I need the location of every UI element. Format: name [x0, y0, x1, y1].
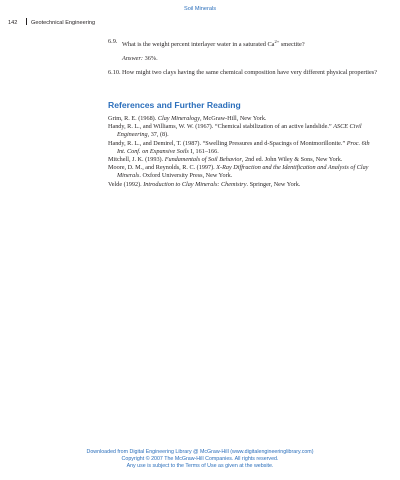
footer-copyright-line: Copyright © 2007 The McGraw-Hill Companies. All rights reserved. — [121, 456, 279, 462]
answer-label: Answer: — [122, 55, 143, 62]
question-6-9 — [108, 38, 378, 49]
running-head: Soil Minerals — [183, 6, 217, 12]
reference-item: Moore, D. M., and Reynolds, R. C. (1997). X-Ray Diffraction and the Identification and Analysis of Clay Minerals. Oxford University Press, New York. — [108, 164, 369, 180]
question-text: How might two clays having the same chemical composition have very different physical properties? — [122, 69, 378, 76]
reference-item: Handy, R. L., and Demirel, T. (1987). “Swelling Pressures and d-Spacings of Montmorillonite.” Proc. 6th Int. Conf. on Expansive Soils I, 161–166. — [108, 139, 370, 155]
page-number: 142 — [8, 20, 18, 26]
footer-download-line[interactable]: Downloaded from Digital Engineering Library @ McGraw-Hill (www.digitalengineeringlibrary.com) — [86, 449, 314, 455]
answer-value: 36%. — [144, 55, 158, 62]
answer — [122, 55, 158, 62]
superscript: 2+ — [274, 39, 280, 44]
page-header — [8, 18, 308, 26]
question-number: 6.10. — [108, 69, 121, 76]
references-list — [108, 115, 378, 189]
book-title: Geotechnical Engineering — [31, 20, 96, 26]
reference-item: Grim, R. E. (1968). Clay Mineralogy, McGraw-Hill, New York. — [108, 115, 267, 122]
question-6-10 — [108, 69, 378, 77]
copyright-footer — [0, 449, 400, 470]
question-text: What is the weight percent interlayer water in a saturated $Ca^{2+}$ smectite? — [122, 39, 305, 49]
header-divider — [26, 18, 27, 25]
footer-terms-line[interactable]: Any use is subject to the Terms of Use as given at the website. — [126, 463, 274, 469]
question-number: 6.9. — [108, 38, 118, 45]
reference-item: Handy, R. L., and Williams, W. W. (1967). “Chemical stabilization of an active landslide.” ASCE Civil Engineering, 37, (8). — [108, 123, 362, 139]
references-heading: References and Further Reading — [108, 100, 241, 110]
reference-item: Velde (1992). Introduction to Clay Minerals: Chemistry. Springer, New York. — [108, 180, 301, 188]
reference-item: Mitchell, J. K. (1993). Fundamentals of Soil Behavior, 2nd ed. John Wiley & Sons, New York. — [108, 156, 343, 164]
